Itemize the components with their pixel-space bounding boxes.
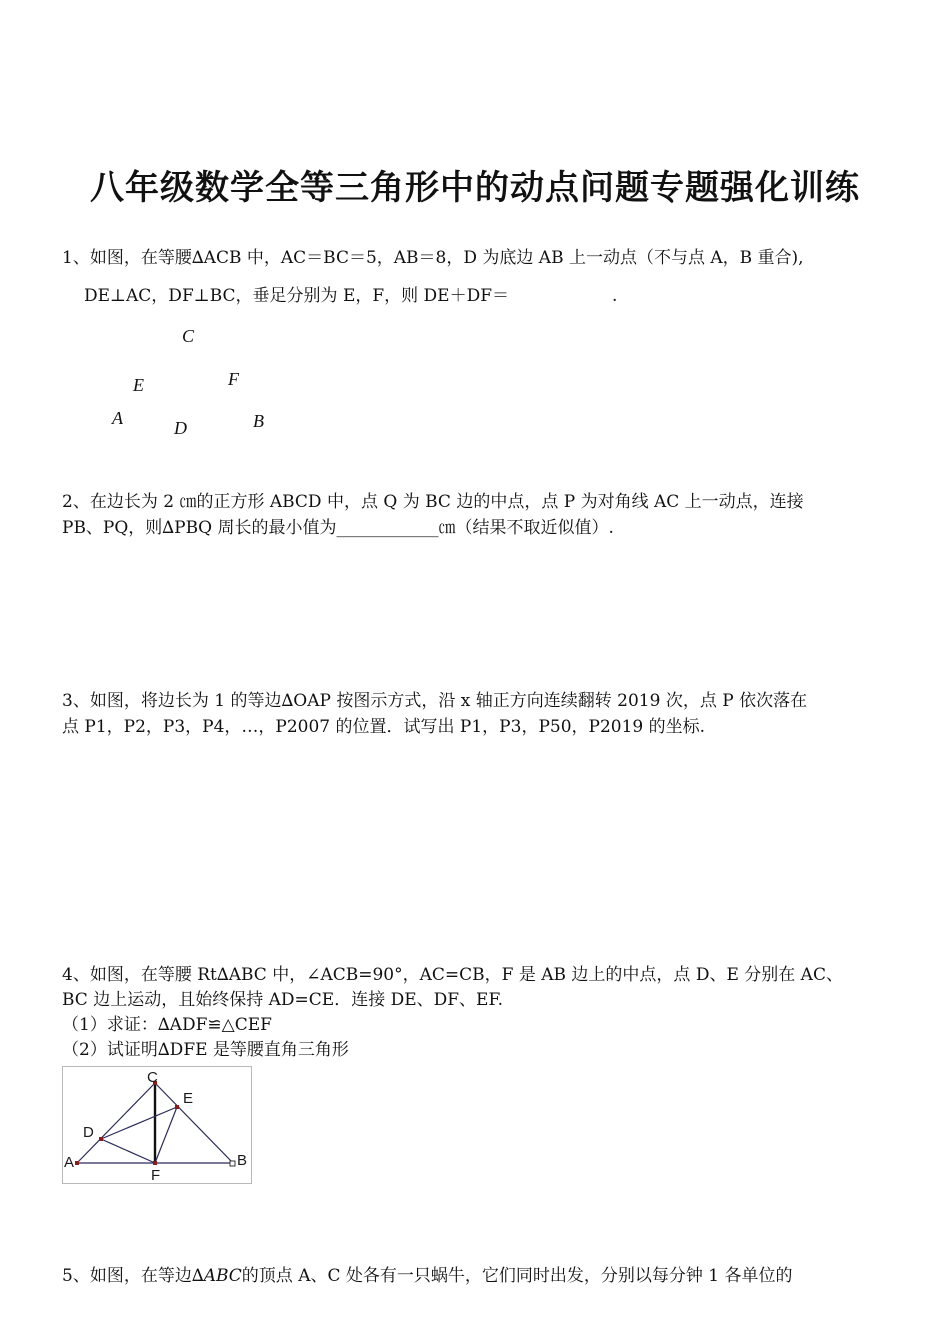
question-4-part-2: （2）试证明∆DFE 是等腰直角三角形	[62, 1040, 349, 1060]
triangle-diagram	[63, 1067, 251, 1183]
segment-df	[101, 1139, 155, 1163]
figure-4-label-c: C	[147, 1069, 158, 1086]
question-1-line-1: 1、如图，在等腰∆ACB 中，AC＝BC＝5，AB＝8，D 为底边 AB 上一动点（不与点 A，B 重合),	[62, 248, 804, 268]
question-1-line-2-end: .	[612, 286, 618, 306]
question-5-prefix: 5、如图，在等边	[62, 1266, 192, 1286]
figure-4-label-b: B	[237, 1152, 248, 1169]
question-2-line-1: 2、在边长为 2 ㎝的正方形 ABCD 中，点 Q 为 BC 边的中点，点 P 为对角线 AC 上一动点，连接	[62, 492, 804, 512]
question-1-line-2: DE⊥AC，DF⊥BC，垂足分别为 E，F，则 DE＋DF＝	[84, 286, 510, 306]
figure-1-label-a: A	[112, 408, 123, 428]
question-5-suffix: 的顶点 A、C 处各有一只蜗牛，它们同时出发，分别以每分钟 1 各单位的	[241, 1266, 793, 1286]
point-d	[99, 1137, 103, 1141]
point-a	[75, 1161, 79, 1165]
figure-1-label-e: E	[133, 375, 144, 395]
figure-1-label-d: D	[174, 418, 187, 438]
figure-1-label-f: F	[228, 369, 239, 389]
question-2-line-2: PB、PQ，则∆PBQ 周长的最小值为____________㎝（结果不取近似值）.	[62, 518, 614, 538]
figure-4-label-e: E	[183, 1090, 194, 1107]
figure-4-label-f: F	[151, 1167, 161, 1183]
question-5-triangle: ∆ABC	[191, 1266, 242, 1286]
question-3-line-1: 3、如图，将边长为 1 的等边∆OAP 按图示方式，沿 x 轴正方向连续翻转 2019 次，点 P 依次落在	[62, 691, 808, 711]
side-cb	[155, 1083, 233, 1163]
point-f	[153, 1161, 157, 1165]
figure-1-label-c: C	[182, 326, 195, 346]
side-ac	[77, 1083, 155, 1163]
figure-4-label-d: D	[83, 1124, 94, 1141]
question-4-figure	[62, 1066, 252, 1184]
question-3-line-2: 点 P1，P2，P3，P4，…，P2007 的位置．试写出 P1，P3，P50，P2019 的坐标.	[62, 717, 706, 737]
figure-4-label-a: A	[64, 1154, 75, 1171]
question-4-line-2: BC 边上运动，且始终保持 AD=CE．连接 DE、DF、EF.	[62, 990, 504, 1010]
page-title: 八年级数学全等三角形中的动点问题专题强化训练	[90, 168, 860, 208]
question-4-part-1: （1）求证：∆ADF≌△CEF	[62, 1015, 272, 1035]
point-b	[230, 1161, 235, 1166]
figure-1-label-b: B	[253, 411, 264, 431]
question-5-line-1	[62, 1263, 793, 1289]
segment-de	[101, 1107, 177, 1139]
point-e	[175, 1105, 179, 1109]
question-4-line-1: 4、如图，在等腰 Rt∆ABC 中，∠ACB=90°，AC=CB，F 是 AB 边上的中点，点 D、E 分别在 AC、	[62, 965, 843, 985]
